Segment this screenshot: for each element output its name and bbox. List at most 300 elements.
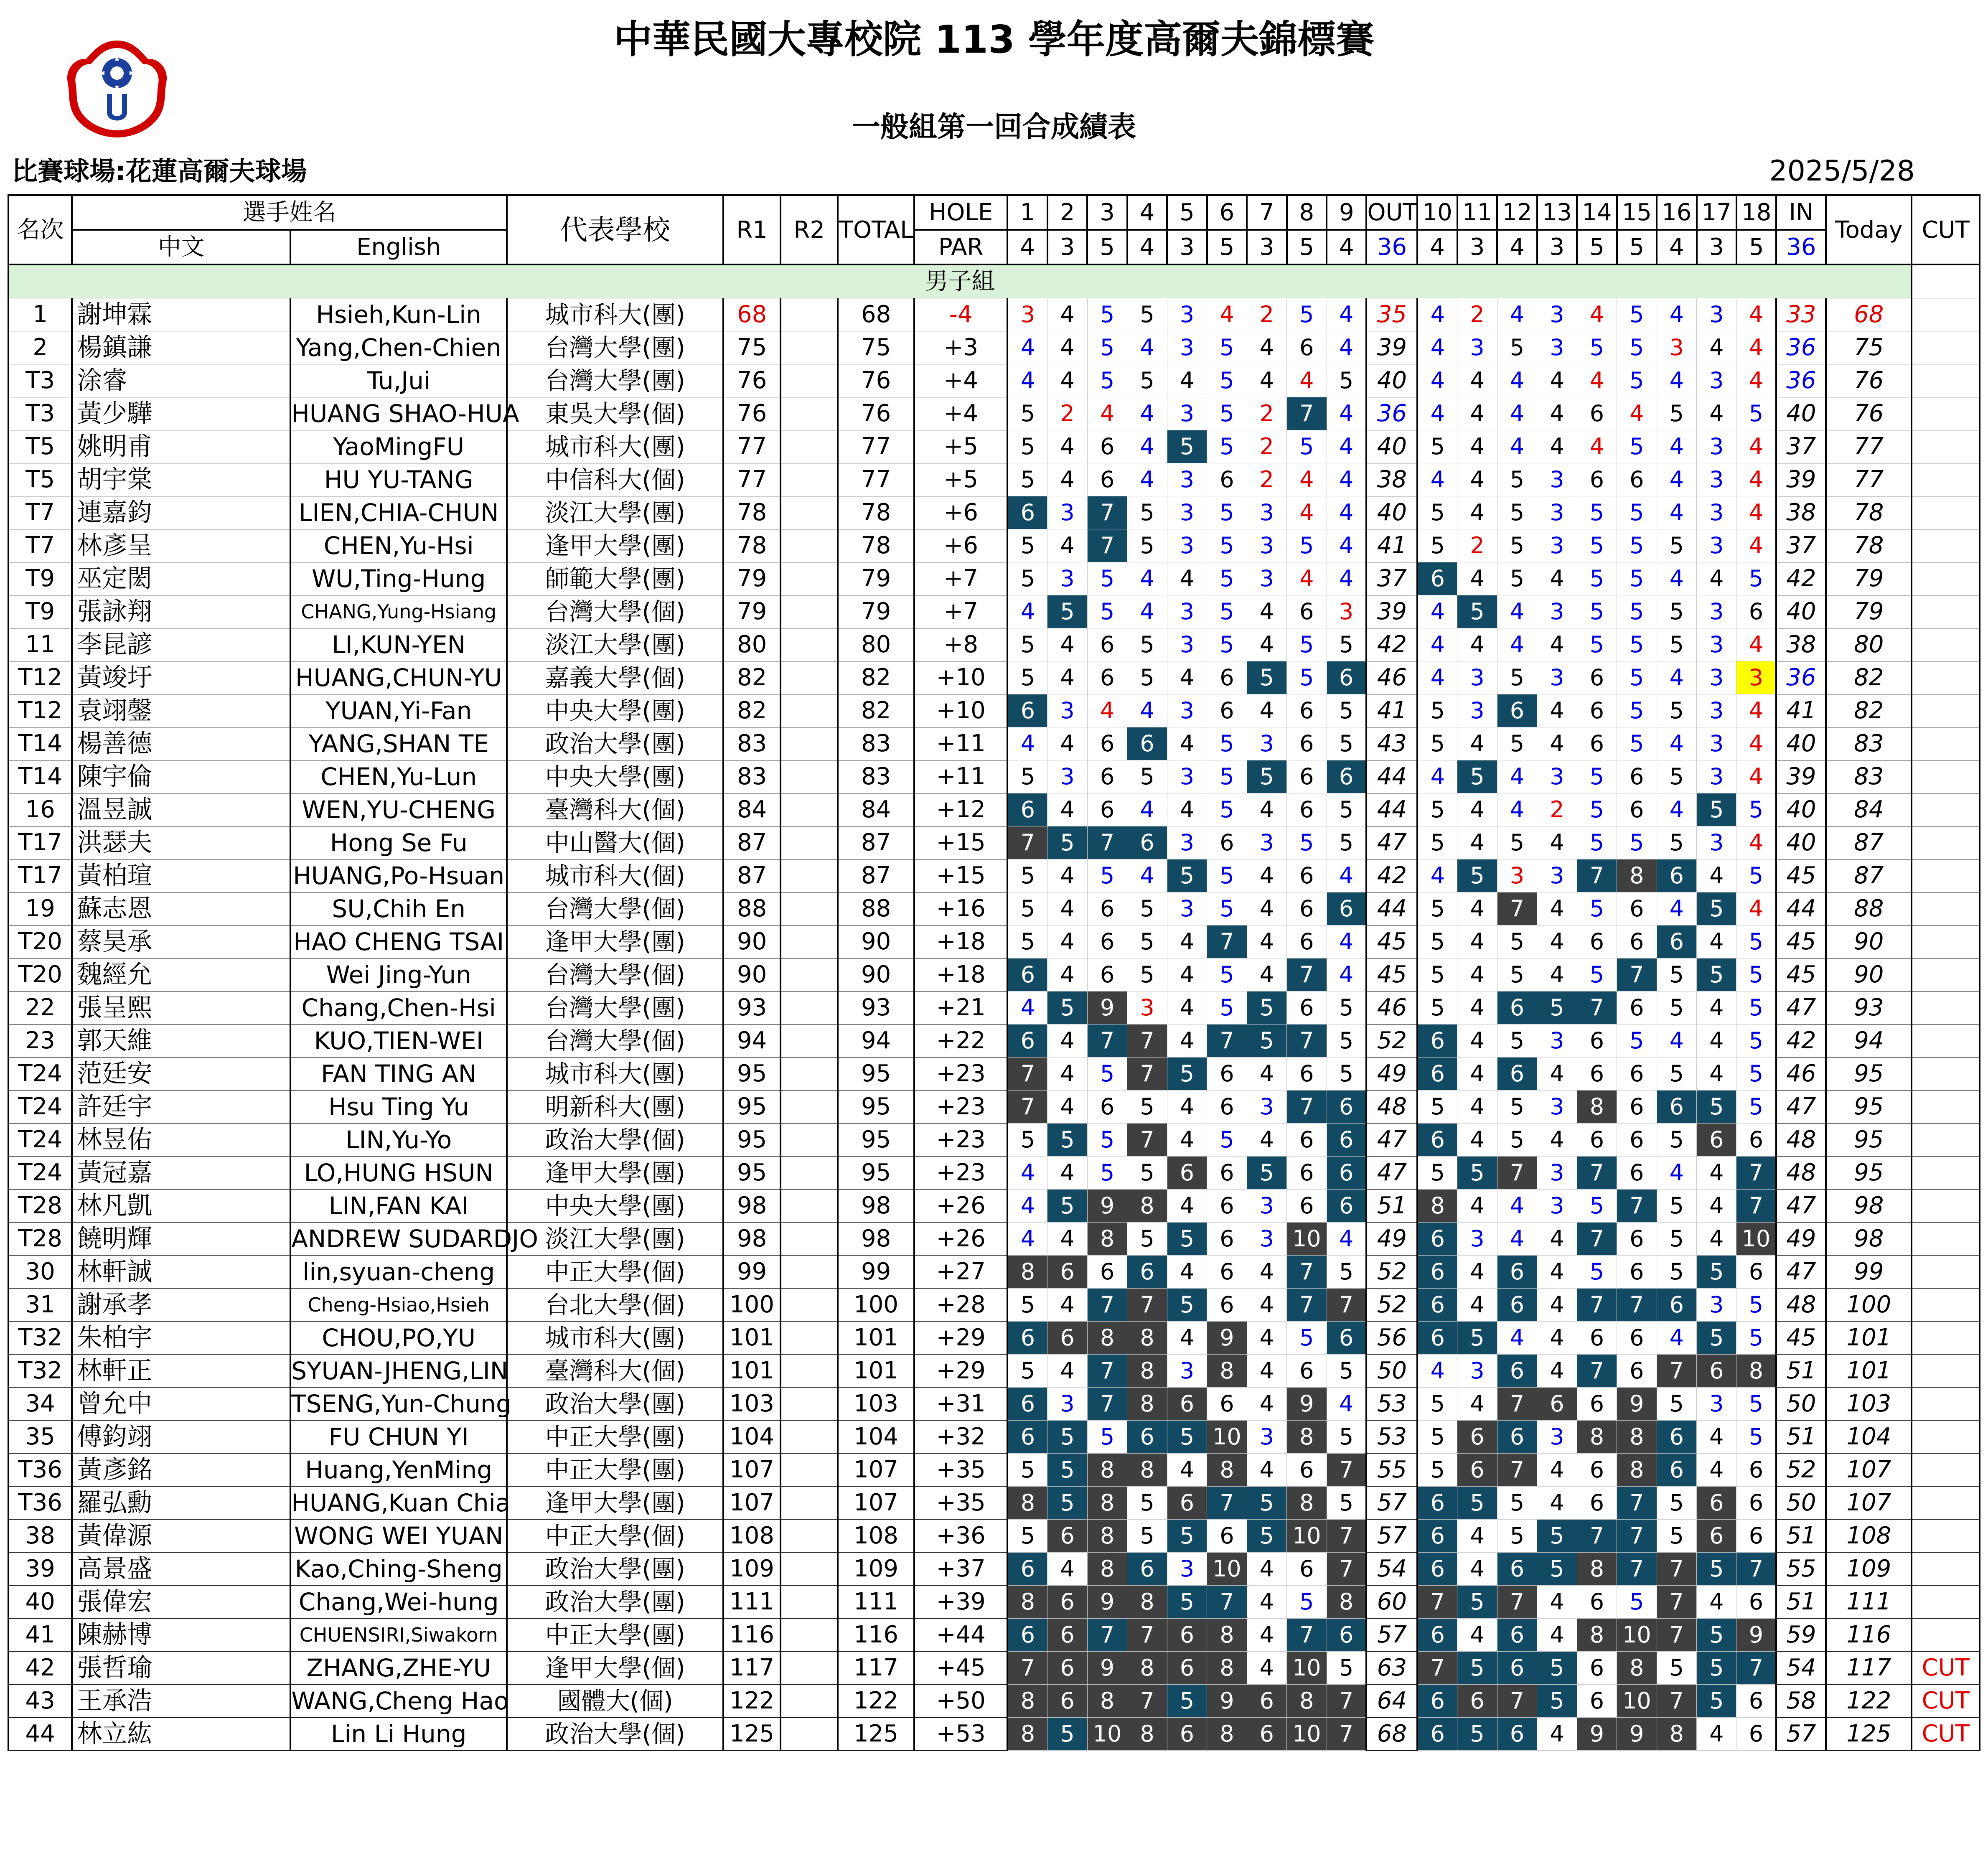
today-cell: 84 bbox=[1826, 793, 1912, 826]
cut-cell bbox=[1912, 1190, 1980, 1223]
hole-score-11: 3 bbox=[1457, 331, 1497, 364]
hole-score-13: 4 bbox=[1537, 1058, 1577, 1091]
total-cell: 107 bbox=[838, 1487, 914, 1520]
hole-score-15: 6 bbox=[1617, 1256, 1657, 1289]
hole-score-2: 3 bbox=[1047, 562, 1087, 595]
english-name-cell: WU,Ting-Hung bbox=[290, 562, 507, 595]
r1-cell: 100 bbox=[723, 1289, 780, 1322]
school-cell: 逢甲大學(團) bbox=[507, 529, 723, 562]
hole-number-8: 8 bbox=[1287, 195, 1327, 230]
in-cell: 51 bbox=[1776, 1421, 1826, 1454]
hole-score-10: 6 bbox=[1417, 1520, 1457, 1553]
group-cut-cell bbox=[1912, 264, 1980, 298]
hole-score-7: 4 bbox=[1247, 628, 1286, 661]
hole-score-13: 4 bbox=[1537, 430, 1577, 463]
hole-score-5: 3 bbox=[1167, 496, 1207, 529]
player-row bbox=[8, 1487, 1980, 1520]
rank-cell: T14 bbox=[8, 727, 72, 760]
hole-score-9: 4 bbox=[1327, 331, 1366, 364]
english-name-cell: YANG,SHAN TE bbox=[290, 727, 507, 760]
page-subtitle: 一般組第一回合成績表 bbox=[852, 111, 1136, 144]
hole-score-6: 6 bbox=[1207, 1289, 1247, 1322]
hole-score-9: 5 bbox=[1327, 1652, 1366, 1685]
hole-score-13: 4 bbox=[1537, 1322, 1577, 1355]
hole-score-1: 4 bbox=[1007, 331, 1047, 364]
hole-score-11: 3 bbox=[1457, 1223, 1497, 1256]
english-name-cell: CHUENSIRI,Siwakorn bbox=[290, 1619, 507, 1652]
hole-score-18: 5 bbox=[1736, 1091, 1776, 1124]
english-name-cell: HAO CHENG TSAI bbox=[290, 925, 507, 958]
in-cell: 48 bbox=[1776, 1289, 1826, 1322]
hole-score-7: 4 bbox=[1247, 1388, 1286, 1421]
player-row bbox=[8, 496, 1980, 529]
rank-cell: 35 bbox=[8, 1421, 72, 1454]
hole-score-10: 4 bbox=[1417, 760, 1457, 793]
hole-score-18: 5 bbox=[1736, 1322, 1776, 1355]
hole-score-15: 6 bbox=[1617, 925, 1657, 958]
par-value-12: 4 bbox=[1497, 230, 1537, 264]
hole-score-15: 9 bbox=[1617, 1388, 1657, 1421]
hole-score-11: 5 bbox=[1457, 1487, 1497, 1520]
hole-score-13: 4 bbox=[1537, 1223, 1577, 1256]
to-par-cell: +10 bbox=[914, 694, 1007, 727]
cut-cell bbox=[1912, 1487, 1980, 1520]
hole-score-8: 6 bbox=[1287, 760, 1327, 793]
hole-score-1: 5 bbox=[1007, 463, 1047, 496]
r2-cell bbox=[780, 1157, 838, 1190]
hole-score-15: 8 bbox=[1617, 859, 1657, 892]
par-value-2: 3 bbox=[1047, 230, 1087, 264]
hole-score-18: 5 bbox=[1736, 1388, 1776, 1421]
out-cell: 50 bbox=[1366, 1355, 1417, 1388]
hole-score-4: 6 bbox=[1127, 1421, 1167, 1454]
hole-score-17: 3 bbox=[1697, 760, 1736, 793]
out-cell: 35 bbox=[1366, 298, 1417, 331]
chinese-name-cell: 林昱佑 bbox=[72, 1124, 290, 1157]
par-value-16: 4 bbox=[1657, 230, 1696, 264]
hole-score-2: 4 bbox=[1047, 1024, 1087, 1058]
today-cell: 109 bbox=[1826, 1553, 1912, 1586]
hole-score-14: 5 bbox=[1577, 595, 1617, 628]
hole-number-17: 17 bbox=[1697, 195, 1736, 230]
player-row bbox=[8, 1520, 1980, 1553]
hole-number-4: 4 bbox=[1127, 195, 1167, 230]
school-cell: 中央大學(團) bbox=[507, 694, 723, 727]
r1-cell: 76 bbox=[723, 364, 780, 397]
hole-score-10: 5 bbox=[1417, 1157, 1457, 1190]
player-row bbox=[8, 1685, 1980, 1718]
hole-score-7: 4 bbox=[1247, 1289, 1286, 1322]
rank-cell: T7 bbox=[8, 529, 72, 562]
hole-score-4: 4 bbox=[1127, 463, 1167, 496]
hole-score-14: 8 bbox=[1577, 1091, 1617, 1124]
hole-score-7: 5 bbox=[1247, 1520, 1286, 1553]
to-par-cell: +15 bbox=[914, 826, 1007, 859]
hole-score-8: 6 bbox=[1287, 859, 1327, 892]
to-par-cell: +29 bbox=[914, 1322, 1007, 1355]
school-cell: 師範大學(團) bbox=[507, 562, 723, 595]
hole-score-3: 8 bbox=[1087, 1685, 1127, 1718]
group-row bbox=[8, 264, 1980, 298]
chinese-name-cell: 曾允中 bbox=[72, 1388, 290, 1421]
r1-cell: 68 bbox=[723, 298, 780, 331]
header-row-par bbox=[8, 230, 1980, 264]
hole-score-12: 7 bbox=[1497, 1454, 1537, 1487]
hole-score-4: 6 bbox=[1127, 826, 1167, 859]
hole-score-11: 4 bbox=[1457, 496, 1497, 529]
hole-score-9: 6 bbox=[1327, 760, 1366, 793]
hole-score-12: 4 bbox=[1497, 1223, 1537, 1256]
hole-score-4: 5 bbox=[1127, 1520, 1167, 1553]
par-value-7: 3 bbox=[1247, 230, 1286, 264]
hole-score-9: 6 bbox=[1327, 1157, 1366, 1190]
chinese-name-cell: 巫定閎 bbox=[72, 562, 290, 595]
to-par-cell: +32 bbox=[914, 1421, 1007, 1454]
hole-score-16: 5 bbox=[1657, 1058, 1696, 1091]
today-cell: 122 bbox=[1826, 1685, 1912, 1718]
hole-score-2: 3 bbox=[1047, 496, 1087, 529]
hole-score-2: 4 bbox=[1047, 331, 1087, 364]
hole-score-7: 4 bbox=[1247, 859, 1286, 892]
hole-score-14: 8 bbox=[1577, 1421, 1617, 1454]
hole-score-16: 5 bbox=[1657, 1652, 1696, 1685]
hole-score-13: 3 bbox=[1537, 1157, 1577, 1190]
to-par-cell: +53 bbox=[914, 1718, 1007, 1751]
hole-score-17: 5 bbox=[1697, 1322, 1736, 1355]
english-name-header: English bbox=[290, 230, 507, 264]
hole-score-8: 7 bbox=[1287, 1256, 1327, 1289]
hole-score-18: 10 bbox=[1736, 1223, 1776, 1256]
hole-score-3: 5 bbox=[1087, 1124, 1127, 1157]
hole-score-15: 5 bbox=[1617, 298, 1657, 331]
hole-score-15: 5 bbox=[1617, 694, 1657, 727]
school-cell: 台灣大學(個) bbox=[507, 1024, 723, 1058]
r2-cell bbox=[780, 1520, 838, 1553]
cut-cell bbox=[1912, 1553, 1980, 1586]
hole-score-11: 4 bbox=[1457, 826, 1497, 859]
hole-score-4: 5 bbox=[1127, 364, 1167, 397]
to-par-cell: +23 bbox=[914, 1157, 1007, 1190]
hole-score-10: 6 bbox=[1417, 1058, 1457, 1091]
to-par-cell: +6 bbox=[914, 496, 1007, 529]
in-cell: 33 bbox=[1776, 298, 1826, 331]
hole-score-6: 5 bbox=[1207, 397, 1247, 430]
hole-score-13: 3 bbox=[1537, 1421, 1577, 1454]
rank-cell: T5 bbox=[8, 463, 72, 496]
out-cell: 53 bbox=[1366, 1421, 1417, 1454]
r2-cell bbox=[780, 1322, 838, 1355]
hole-score-2: 5 bbox=[1047, 1718, 1087, 1751]
par-value-11: 3 bbox=[1457, 230, 1497, 264]
hole-score-6: 6 bbox=[1207, 1256, 1247, 1289]
today-cell: 68 bbox=[1826, 298, 1912, 331]
hole-score-2: 3 bbox=[1047, 694, 1087, 727]
r2-cell bbox=[780, 1454, 838, 1487]
to-par-cell: +12 bbox=[914, 793, 1007, 826]
out-cell: 40 bbox=[1366, 496, 1417, 529]
r2-cell bbox=[780, 496, 838, 529]
today-cell: 111 bbox=[1826, 1586, 1912, 1619]
hole-score-11: 4 bbox=[1457, 1289, 1497, 1322]
hole-score-4: 8 bbox=[1127, 1388, 1167, 1421]
in-header: IN bbox=[1776, 195, 1826, 230]
in-cell: 38 bbox=[1776, 628, 1826, 661]
total-cell: 79 bbox=[838, 562, 914, 595]
hole-score-4: 5 bbox=[1127, 661, 1167, 694]
chinese-name-header: 中文 bbox=[72, 230, 290, 264]
chinese-name-cell: 李昆諺 bbox=[72, 628, 290, 661]
hole-score-2: 6 bbox=[1047, 1685, 1087, 1718]
in-cell: 37 bbox=[1776, 430, 1826, 463]
chinese-name-cell: 溫昱誠 bbox=[72, 793, 290, 826]
to-par-cell: +4 bbox=[914, 397, 1007, 430]
today-cell: 98 bbox=[1826, 1223, 1912, 1256]
hole-score-5: 6 bbox=[1167, 1487, 1207, 1520]
r2-cell bbox=[780, 1223, 838, 1256]
hole-score-7: 2 bbox=[1247, 298, 1286, 331]
school-cell: 中正大學(個) bbox=[507, 1256, 723, 1289]
r1-cell: 78 bbox=[723, 496, 780, 529]
hole-score-13: 5 bbox=[1537, 1553, 1577, 1586]
par-value-13: 3 bbox=[1537, 230, 1577, 264]
english-name-cell: CHEN,Yu-Lun bbox=[290, 760, 507, 793]
chinese-name-cell: 謝承孝 bbox=[72, 1289, 290, 1322]
hole-score-14: 4 bbox=[1577, 364, 1617, 397]
hole-score-5: 6 bbox=[1167, 1157, 1207, 1190]
rank-cell: T36 bbox=[8, 1487, 72, 1520]
hole-score-15: 6 bbox=[1617, 1091, 1657, 1124]
hole-score-8: 4 bbox=[1287, 364, 1327, 397]
player-row bbox=[8, 364, 1980, 397]
hole-score-7: 3 bbox=[1247, 1421, 1286, 1454]
today-cell: 95 bbox=[1826, 1157, 1912, 1190]
hole-number-10: 10 bbox=[1417, 195, 1457, 230]
hole-score-3: 5 bbox=[1087, 331, 1127, 364]
hole-score-7: 4 bbox=[1247, 331, 1286, 364]
to-par-cell: +8 bbox=[914, 628, 1007, 661]
hole-score-14: 5 bbox=[1577, 793, 1617, 826]
hole-score-5: 3 bbox=[1167, 529, 1207, 562]
hole-score-17: 4 bbox=[1697, 1586, 1736, 1619]
r1-cell: 111 bbox=[723, 1586, 780, 1619]
chinese-name-cell: 羅弘勳 bbox=[72, 1487, 290, 1520]
english-name-cell: lin,syuan-cheng bbox=[290, 1256, 507, 1289]
today-header: Today bbox=[1826, 195, 1912, 264]
hole-score-1: 8 bbox=[1007, 1718, 1047, 1751]
hole-score-13: 3 bbox=[1537, 859, 1577, 892]
hole-score-3: 6 bbox=[1087, 628, 1127, 661]
par-value-15: 5 bbox=[1617, 230, 1657, 264]
rank-cell: T7 bbox=[8, 496, 72, 529]
hole-score-6: 6 bbox=[1207, 1388, 1247, 1421]
hole-score-5: 4 bbox=[1167, 364, 1207, 397]
hole-score-17: 5 bbox=[1697, 1091, 1736, 1124]
hole-score-8: 6 bbox=[1287, 1124, 1327, 1157]
rank-cell: 34 bbox=[8, 1388, 72, 1421]
hole-score-15: 5 bbox=[1617, 826, 1657, 859]
player-row bbox=[8, 925, 1980, 958]
hole-score-9: 6 bbox=[1327, 1322, 1366, 1355]
out-cell: 38 bbox=[1366, 463, 1417, 496]
hole-score-17: 3 bbox=[1697, 430, 1736, 463]
hole-score-3: 5 bbox=[1087, 1058, 1127, 1091]
hole-score-16: 4 bbox=[1657, 793, 1696, 826]
hole-score-10: 6 bbox=[1417, 1553, 1457, 1586]
hole-score-18: 4 bbox=[1736, 760, 1776, 793]
cut-cell bbox=[1912, 1289, 1980, 1322]
hole-score-15: 6 bbox=[1617, 892, 1657, 925]
rank-cell: 41 bbox=[8, 1619, 72, 1652]
hole-score-17: 3 bbox=[1697, 826, 1736, 859]
hole-score-16: 4 bbox=[1657, 892, 1696, 925]
hole-score-15: 5 bbox=[1617, 727, 1657, 760]
hole-score-14: 6 bbox=[1577, 1586, 1617, 1619]
hole-score-16: 4 bbox=[1657, 727, 1696, 760]
player-row bbox=[8, 1256, 1980, 1289]
hole-score-1: 5 bbox=[1007, 628, 1047, 661]
hole-score-1: 6 bbox=[1007, 1553, 1047, 1586]
hole-score-10: 5 bbox=[1417, 958, 1457, 991]
hole-score-3: 9 bbox=[1087, 1652, 1127, 1685]
hole-score-11: 2 bbox=[1457, 298, 1497, 331]
hole-score-18: 5 bbox=[1736, 562, 1776, 595]
hole-score-15: 8 bbox=[1617, 1421, 1657, 1454]
english-name-cell: SYUAN-JHENG,LIN bbox=[290, 1355, 507, 1388]
hole-score-3: 4 bbox=[1087, 694, 1127, 727]
cut-cell bbox=[1912, 1124, 1980, 1157]
hole-score-12: 7 bbox=[1497, 1685, 1537, 1718]
to-par-cell: +28 bbox=[914, 1289, 1007, 1322]
hole-score-3: 8 bbox=[1087, 1322, 1127, 1355]
today-cell: 75 bbox=[1826, 331, 1912, 364]
school-cell: 逢甲大學(個) bbox=[507, 1652, 723, 1685]
hole-score-5: 3 bbox=[1167, 1553, 1207, 1586]
school-cell: 台灣大學(團) bbox=[507, 991, 723, 1024]
today-cell: 83 bbox=[1826, 727, 1912, 760]
rank-cell: T3 bbox=[8, 364, 72, 397]
hole-score-13: 3 bbox=[1537, 1091, 1577, 1124]
hole-score-9: 4 bbox=[1327, 1388, 1366, 1421]
hole-score-9: 5 bbox=[1327, 1256, 1366, 1289]
in-cell: 51 bbox=[1776, 1355, 1826, 1388]
hole-score-15: 5 bbox=[1617, 1586, 1657, 1619]
hole-score-18: 3 bbox=[1736, 661, 1776, 694]
hole-score-5: 4 bbox=[1167, 727, 1207, 760]
to-par-cell: +3 bbox=[914, 331, 1007, 364]
school-cell: 淡江大學(團) bbox=[507, 496, 723, 529]
r2-cell bbox=[780, 1685, 838, 1718]
hole-score-13: 4 bbox=[1537, 892, 1577, 925]
hole-score-2: 4 bbox=[1047, 793, 1087, 826]
in-cell: 40 bbox=[1776, 793, 1826, 826]
hole-score-12: 5 bbox=[1497, 925, 1537, 958]
english-name-cell: HUANG SHAO-HUA bbox=[290, 397, 507, 430]
hole-score-2: 6 bbox=[1047, 1619, 1087, 1652]
today-cell: 87 bbox=[1826, 859, 1912, 892]
total-cell: 111 bbox=[838, 1586, 914, 1619]
hole-score-3: 5 bbox=[1087, 364, 1127, 397]
par-value-18: 5 bbox=[1736, 230, 1776, 264]
hole-score-15: 7 bbox=[1617, 1553, 1657, 1586]
cut-cell bbox=[1912, 661, 1980, 694]
english-name-cell: Wei Jing-Yun bbox=[290, 958, 507, 991]
hole-score-8: 10 bbox=[1287, 1718, 1327, 1751]
hole-score-9: 4 bbox=[1327, 1223, 1366, 1256]
hole-score-1: 4 bbox=[1007, 595, 1047, 628]
hole-score-11: 4 bbox=[1457, 1553, 1497, 1586]
hole-score-18: 4 bbox=[1736, 529, 1776, 562]
hole-number-5: 5 bbox=[1167, 195, 1207, 230]
hole-score-11: 5 bbox=[1457, 1652, 1497, 1685]
hole-score-7: 4 bbox=[1247, 1355, 1286, 1388]
r2-cell bbox=[780, 1091, 838, 1124]
rank-cell: T12 bbox=[8, 661, 72, 694]
today-cell: 82 bbox=[1826, 661, 1912, 694]
rank-cell: 40 bbox=[8, 1586, 72, 1619]
hole-score-11: 4 bbox=[1457, 562, 1497, 595]
hole-score-14: 6 bbox=[1577, 397, 1617, 430]
cut-cell bbox=[1912, 760, 1980, 793]
hole-score-3: 7 bbox=[1087, 1388, 1127, 1421]
english-name-cell: CHEN,Yu-Hsi bbox=[290, 529, 507, 562]
cut-cell bbox=[1912, 1619, 1980, 1652]
hole-score-6: 6 bbox=[1207, 1223, 1247, 1256]
r2-cell bbox=[780, 694, 838, 727]
to-par-cell: -4 bbox=[914, 298, 1007, 331]
r1-cell: 80 bbox=[723, 628, 780, 661]
hole-score-9: 6 bbox=[1327, 661, 1366, 694]
to-par-cell: +35 bbox=[914, 1454, 1007, 1487]
chinese-name-cell: 張呈熙 bbox=[72, 991, 290, 1024]
hole-score-4: 7 bbox=[1127, 1024, 1167, 1058]
hole-number-1: 1 bbox=[1007, 195, 1047, 230]
cut-cell: CUT bbox=[1912, 1685, 1980, 1718]
hole-score-14: 6 bbox=[1577, 925, 1617, 958]
to-par-cell: +5 bbox=[914, 463, 1007, 496]
hole-score-15: 5 bbox=[1617, 364, 1657, 397]
hole-score-4: 7 bbox=[1127, 1619, 1167, 1652]
r1-cell: 104 bbox=[723, 1421, 780, 1454]
hole-score-4: 5 bbox=[1127, 628, 1167, 661]
today-cell: 78 bbox=[1826, 529, 1912, 562]
hole-score-16: 4 bbox=[1657, 1322, 1696, 1355]
out-cell: 60 bbox=[1366, 1586, 1417, 1619]
hole-score-6: 5 bbox=[1207, 859, 1247, 892]
hole-score-14: 6 bbox=[1577, 1322, 1617, 1355]
out-cell: 46 bbox=[1366, 991, 1417, 1024]
hole-score-1: 7 bbox=[1007, 1058, 1047, 1091]
hole-score-8: 5 bbox=[1287, 661, 1327, 694]
english-name-cell: LIN,FAN KAI bbox=[290, 1190, 507, 1223]
school-cell: 中正大學(團) bbox=[507, 1421, 723, 1454]
hole-score-7: 6 bbox=[1247, 1685, 1286, 1718]
rank-cell: 38 bbox=[8, 1520, 72, 1553]
chinese-name-cell: 范廷安 bbox=[72, 1058, 290, 1091]
r2-cell bbox=[780, 1718, 838, 1751]
hole-score-5: 3 bbox=[1167, 826, 1207, 859]
hole-score-11: 5 bbox=[1457, 859, 1497, 892]
hole-score-10: 4 bbox=[1417, 364, 1457, 397]
english-name-cell: ANDREW SUDARDJO bbox=[290, 1223, 507, 1256]
hole-score-6: 5 bbox=[1207, 793, 1247, 826]
hole-score-18: 4 bbox=[1736, 826, 1776, 859]
to-par-cell: +5 bbox=[914, 430, 1007, 463]
rank-cell: T24 bbox=[8, 1058, 72, 1091]
out-cell: 64 bbox=[1366, 1685, 1417, 1718]
player-row bbox=[8, 463, 1980, 496]
hole-score-18: 6 bbox=[1736, 1454, 1776, 1487]
hole-score-10: 5 bbox=[1417, 430, 1457, 463]
